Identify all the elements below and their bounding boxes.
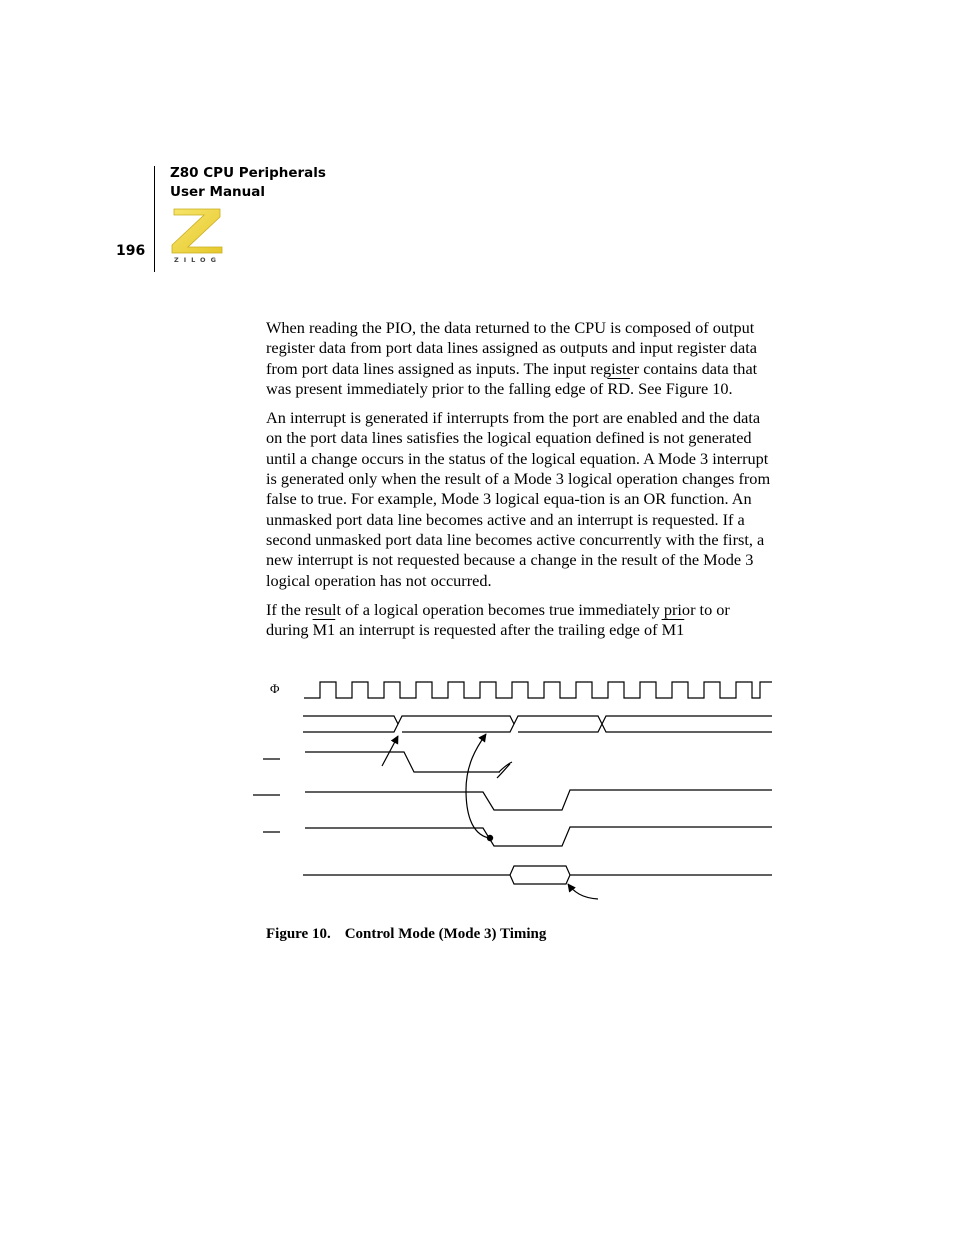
figure-number: Figure 10. xyxy=(266,926,331,942)
paragraph-3-text: If the result of a logical operation becomes true immediately prior to or during xyxy=(266,599,730,640)
clock-waveform xyxy=(304,682,772,698)
phi-label: Φ xyxy=(270,681,280,696)
junction-dot xyxy=(487,835,493,841)
document-title-line1: Z80 CPU Peripherals xyxy=(170,165,326,181)
arrow-interrupt-path xyxy=(466,734,489,838)
svg-text:ZILOG: ZILOG xyxy=(174,256,221,263)
document-title xyxy=(170,164,326,202)
paragraph-3 xyxy=(266,600,772,641)
figure-title: Control Mode (Mode 3) Timing xyxy=(344,926,547,942)
figure-caption xyxy=(266,926,546,943)
waveform-break-mark xyxy=(497,762,512,778)
document-title-line2: User Manual xyxy=(170,184,266,200)
zilog-logo xyxy=(170,205,226,263)
port-data-bus xyxy=(303,716,772,732)
rd-signal: $\overline{RD}$ xyxy=(607,378,630,398)
m1-signal: M1 xyxy=(312,620,336,640)
page-number: 196 xyxy=(116,243,146,259)
arrow-to-port-data xyxy=(382,736,398,766)
header-rule xyxy=(154,166,155,272)
paragraph-1-end: . See Figure 10. xyxy=(629,378,733,398)
data-bus-waveform xyxy=(303,866,772,884)
signal-waveform-2 xyxy=(305,790,772,810)
paragraph-3-mid: an interrupt is requested after the trailing edge of xyxy=(335,620,662,640)
arrow-to-data-bus xyxy=(568,884,598,899)
signal-waveform-3 xyxy=(305,827,772,846)
body-text xyxy=(266,318,772,649)
paragraph-2: An interrupt is generated if interrupts from the port are enabled and the data on the port data lines satisfies the logical equation defined is not generated until a change occurs in the status of the logical equation. A Mode 3 interrupt is generated only when the result of a Mode 3 logical operation changes from false to true. For example, Mode 3 logical equa-tion is an OR function. An unmasked port data line becomes active and an interrupt is requested. If a second unmasked port data line becomes active concurrently with the first, a new interrupt is not requested because a change in the result of the Mode 3 logical operation has not occurred. xyxy=(266,408,771,590)
timing-diagram xyxy=(250,672,780,907)
paragraph-1-text: When reading the PIO, the data returned to the CPU is composed of output register data from port data lines assigned as outputs and input register data from port data lines assigned as inputs. The input register contains data that was present immediately prior to the falling edge of xyxy=(266,318,758,398)
m1-signal-2: M1 xyxy=(661,620,685,640)
paragraph-1 xyxy=(266,318,772,399)
